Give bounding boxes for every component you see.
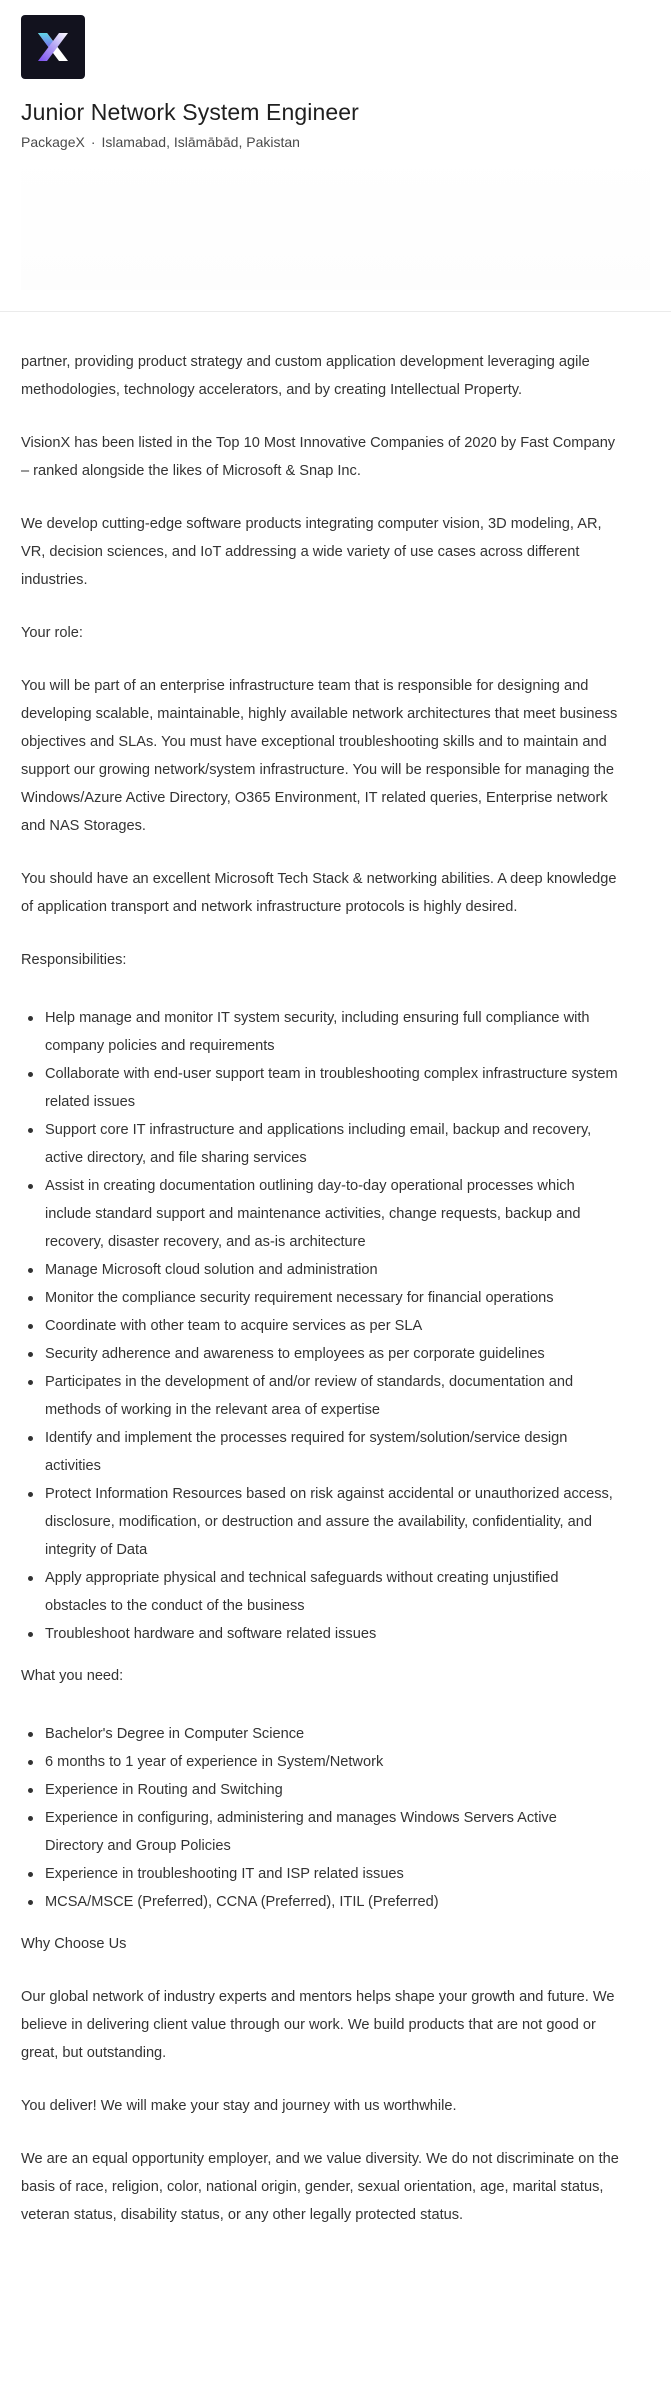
list-item: Experience in configuring, administering and manages Windows Servers Active Directory and Group Policies xyxy=(45,1804,619,1860)
list-item: Bachelor's Degree in Computer Science xyxy=(45,1720,619,1748)
needs-list xyxy=(21,1720,619,1916)
bullet-icon xyxy=(28,1900,33,1905)
why-paragraph: Our global network of industry experts and mentors helps shape your growth and future. We believe in delivering client value through our work. We build products that are not good or great, but outstanding. xyxy=(21,1989,615,2061)
job-location: Islamabad, Islāmābād, Pakistan xyxy=(101,134,300,150)
bullet-icon xyxy=(28,1816,33,1821)
list-item: Help manage and monitor IT system security, including ensuring full compliance with company policies and requirements xyxy=(45,1004,619,1060)
company-logo[interactable] xyxy=(21,15,85,79)
list-item: Manage Microsoft cloud solution and administration xyxy=(45,1256,619,1284)
list-item: Protect Information Resources based on risk against accidental or unauthorized access, disclosure, modification, or destruction and assure the availability, confidentiality, and integrity of Data xyxy=(45,1480,619,1564)
role-paragraph: You should have an excellent Microsoft Tech Stack & networking abilities. A deep knowledge of application transport and network infrastructure protocols is highly desired. xyxy=(21,871,617,915)
separator-dot: · xyxy=(90,134,96,150)
bullet-icon xyxy=(28,1632,33,1637)
list-item: Participates in the development of and/or review of standards, documentation and methods of working in the relevant area of expertise xyxy=(45,1368,619,1424)
list-item: Assist in creating documentation outlining day-to-day operational processes which include standard support and maintenance activities, change requests, backup and recovery, disaster recovery, and as-is architecture xyxy=(45,1172,619,1256)
bullet-icon xyxy=(28,1072,33,1077)
role-heading: Your role: xyxy=(21,625,83,641)
bullet-icon xyxy=(28,1352,33,1357)
bullet-icon xyxy=(28,1436,33,1441)
job-subline xyxy=(21,132,650,152)
list-item: Experience in Routing and Switching xyxy=(45,1776,619,1804)
role-paragraph: You will be part of an enterprise infrastructure team that is responsible for designing and developing scalable, maintainable, highly available network architectures that meet business objectives and SLAs. You must have exceptional troubleshooting skills and to maintain and support our growing network/system infrastructure. You will be responsible for managing the Windows/Azure Active Directory, O365 Environment, IT related queries, Enterprise network and NAS Storages. xyxy=(21,678,618,834)
bullet-icon xyxy=(28,1492,33,1497)
why-paragraph: We are an equal opportunity employer, and we value diversity. We do not discriminate on the basis of race, religion, color, national origin, gender, sexual orientation, age, marital status, veteran status, disability status, or any other legally protected status. xyxy=(21,2151,619,2223)
job-title: Junior Network System Engineer xyxy=(21,99,359,125)
packagex-x-logo-icon xyxy=(36,32,70,62)
bullet-icon xyxy=(28,1128,33,1133)
why-paragraph: You deliver! We will make your stay and journey with us worthwhile. xyxy=(21,2098,457,2114)
list-item: Coordinate with other team to acquire services as per SLA xyxy=(45,1312,619,1340)
list-item: Support core IT infrastructure and applications including email, backup and recovery, active directory, and file sharing services xyxy=(45,1116,619,1172)
why-heading: Why Choose Us xyxy=(21,1936,127,1952)
list-item: Monitor the compliance security requirement necessary for financial operations xyxy=(45,1284,619,1312)
bullet-icon xyxy=(28,1296,33,1301)
bullet-icon xyxy=(28,1268,33,1273)
list-item: 6 months to 1 year of experience in System/Network xyxy=(45,1748,619,1776)
list-item: MCSA/MSCE (Preferred), CCNA (Preferred), ITIL (Preferred) xyxy=(45,1888,619,1916)
list-item: Experience in troubleshooting IT and ISP related issues xyxy=(45,1860,619,1888)
bullet-icon xyxy=(28,1016,33,1021)
responsibilities-list xyxy=(21,1004,619,1648)
faded-placeholder-area xyxy=(21,150,650,290)
list-item: Security adherence and awareness to employees as per corporate guidelines xyxy=(45,1340,619,1368)
bullet-icon xyxy=(28,1732,33,1737)
bullet-icon xyxy=(28,1576,33,1581)
list-item: Apply appropriate physical and technical safeguards without creating unjustified obstacles to the conduct of the business xyxy=(45,1564,619,1620)
job-header-card xyxy=(0,0,671,312)
list-item: Identify and implement the processes required for system/solution/service design activities xyxy=(45,1424,619,1480)
list-item: Troubleshoot hardware and software related issues xyxy=(45,1620,619,1648)
company-name[interactable]: PackageX xyxy=(21,134,85,150)
needs-heading: What you need: xyxy=(21,1668,124,1684)
bullet-icon xyxy=(28,1788,33,1793)
list-item: Collaborate with end-user support team in troubleshooting complex infrastructure system related issues xyxy=(45,1060,619,1116)
bullet-icon xyxy=(28,1380,33,1385)
intro-paragraph: VisionX has been listed in the Top 10 Most Innovative Companies of 2020 by Fast Company – ranked alongside the likes of Microsoft & Snap Inc. xyxy=(21,435,616,479)
bullet-icon xyxy=(28,1872,33,1877)
intro-paragraph: We develop cutting-edge software products integrating computer vision, 3D modeling, AR, VR, decision sciences, and IoT addressing a wide variety of use cases across different industries. xyxy=(21,516,602,588)
intro-paragraph: partner, providing product strategy and custom application development leveraging agile methodologies, technology accelerators, and by creating Intellectual Property. xyxy=(21,354,590,398)
bullet-icon xyxy=(28,1184,33,1189)
bullet-icon xyxy=(28,1324,33,1329)
job-description xyxy=(0,312,640,2229)
responsibilities-heading: Responsibilities: xyxy=(21,952,127,968)
bullet-icon xyxy=(28,1760,33,1765)
